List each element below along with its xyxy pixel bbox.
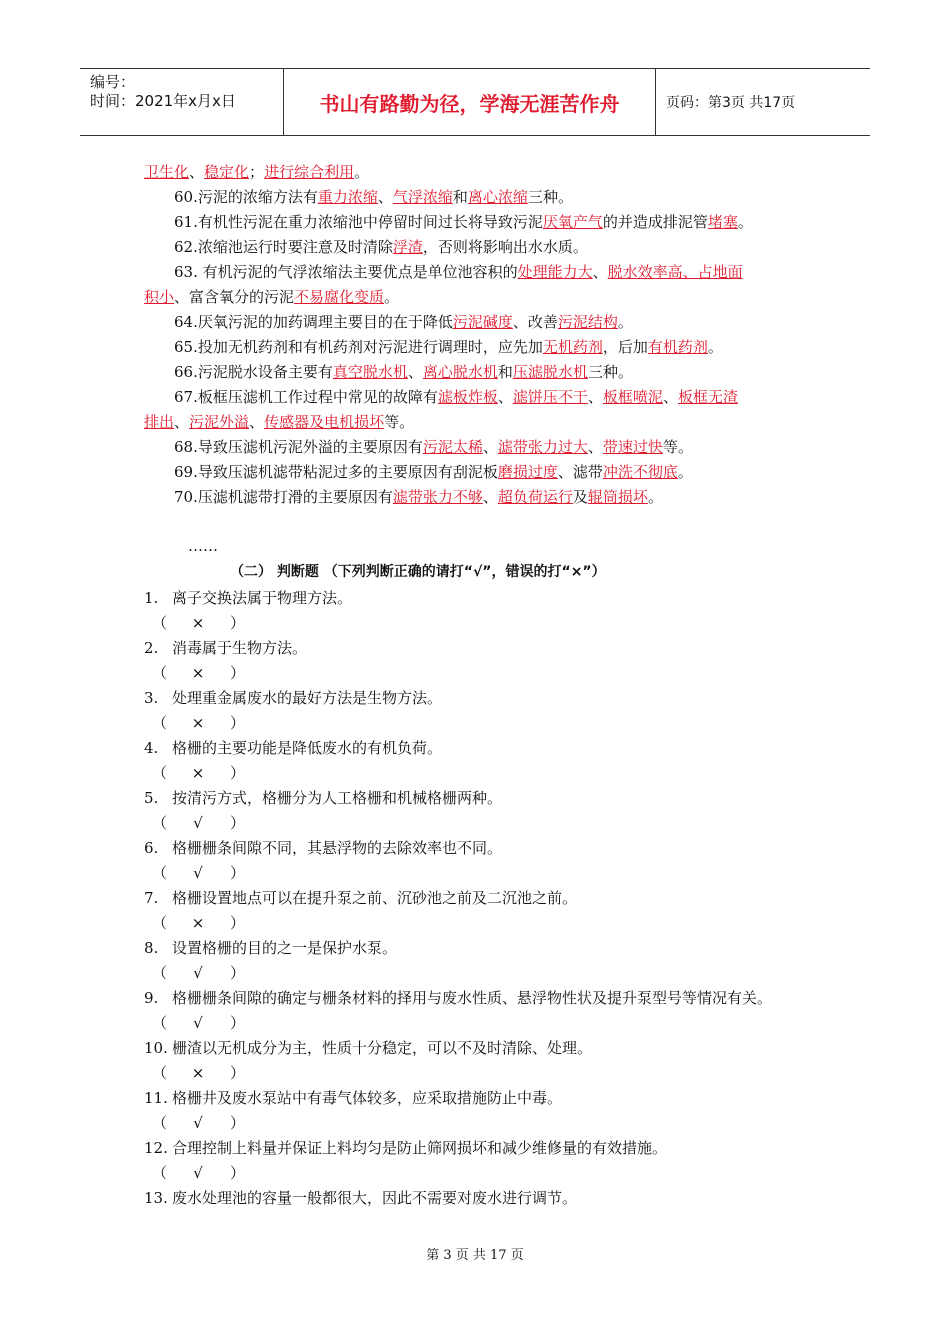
paren-close: ） bbox=[230, 614, 246, 632]
question-text: 、 bbox=[174, 413, 190, 431]
answer-text: 辊筒损坏 bbox=[587, 488, 648, 506]
answer-row bbox=[144, 911, 824, 936]
question-text: 。 bbox=[617, 313, 633, 331]
question-row bbox=[144, 586, 824, 611]
answer-text: 脱水效率高、占地面 bbox=[607, 263, 743, 281]
answer-text: 冲洗不彻底 bbox=[602, 463, 678, 481]
question-row bbox=[144, 1036, 824, 1061]
question-item bbox=[144, 886, 824, 936]
question-item bbox=[144, 1086, 824, 1136]
answer-text: 传感器及电机损坏 bbox=[264, 413, 385, 431]
question-row bbox=[144, 786, 824, 811]
question-number: 1. bbox=[144, 589, 159, 607]
answer-row bbox=[144, 1111, 824, 1136]
paren-open: （ bbox=[152, 714, 168, 732]
answer-row bbox=[144, 861, 824, 886]
answer-text: 稳定化 bbox=[204, 163, 250, 181]
paren-close: ） bbox=[230, 1114, 246, 1132]
question-text: 格栅设置地点可以在提升泵之前、沉砂池之前及二沉池之前。 bbox=[172, 889, 578, 907]
question-text: 68.导致压滤机污泥外溢的主要原因有 bbox=[174, 438, 423, 456]
question-text: 格栅的主要功能是降低废水的有机负荷。 bbox=[172, 739, 443, 757]
answer-row bbox=[144, 761, 824, 786]
answer-text: 重力浓缩 bbox=[317, 188, 378, 206]
answer-text: 带速过快 bbox=[602, 438, 663, 456]
question-number: 3. bbox=[144, 689, 159, 707]
fill-line bbox=[144, 335, 824, 360]
cross-mark: × bbox=[191, 764, 205, 782]
answer-text: 堵塞 bbox=[707, 213, 738, 231]
answer-text: 超负荷运行 bbox=[497, 488, 573, 506]
question-text: 三种。 bbox=[527, 188, 573, 206]
ellipsis: …… bbox=[188, 537, 218, 555]
question-text: 、 bbox=[377, 188, 393, 206]
fill-line bbox=[144, 285, 824, 310]
question-text: 。 bbox=[647, 488, 663, 506]
question-item bbox=[144, 836, 824, 886]
question-text: 、 bbox=[592, 263, 608, 281]
check-mark: √ bbox=[193, 1164, 203, 1182]
question-text: 。 bbox=[354, 163, 370, 181]
answer-row bbox=[144, 661, 824, 686]
question-text: 等。 bbox=[384, 413, 415, 431]
cross-mark: × bbox=[191, 914, 205, 932]
question-number: 4. bbox=[144, 739, 159, 757]
question-text: 62.浓缩池运行时要注意及时清除 bbox=[174, 238, 393, 256]
question-number: 12. bbox=[144, 1139, 168, 1157]
paren-close: ） bbox=[230, 814, 246, 832]
answer-text: 污泥外溢 bbox=[189, 413, 250, 431]
question-text: 按清污方式，格栅分为人工格栅和机械格栅两种。 bbox=[172, 789, 503, 807]
answer-text: 厌氧产气 bbox=[542, 213, 603, 231]
answer-row bbox=[144, 961, 824, 986]
paren-close: ） bbox=[230, 664, 246, 682]
question-text: 格栅栅条间隙不同，其悬浮物的去除效率也不同。 bbox=[172, 839, 503, 857]
page-header bbox=[80, 68, 870, 136]
paren-close: ） bbox=[230, 1014, 246, 1032]
question-text: ，否则将影响出水水质。 bbox=[422, 238, 588, 256]
fill-line bbox=[144, 460, 824, 485]
question-text: 、 bbox=[482, 488, 498, 506]
document-date: 时间：2021年x月x日 bbox=[90, 92, 236, 110]
fill-line bbox=[144, 385, 824, 410]
fill-line bbox=[144, 260, 824, 285]
header-meta bbox=[80, 69, 283, 135]
question-item bbox=[144, 786, 824, 836]
check-mark: √ bbox=[193, 1014, 203, 1032]
document-body bbox=[144, 160, 824, 1211]
paren-open: （ bbox=[152, 864, 168, 882]
cross-mark: × bbox=[191, 664, 205, 682]
answer-text: 有机药剂 bbox=[647, 338, 708, 356]
answer-text: 压滤脱水机 bbox=[512, 363, 588, 381]
question-row bbox=[144, 1086, 824, 1111]
paren-close: ） bbox=[230, 1164, 246, 1182]
question-item bbox=[144, 1036, 824, 1086]
question-text: 和 bbox=[452, 188, 468, 206]
question-text: 、 bbox=[587, 438, 603, 456]
question-text: 70.压滤机滤带打滑的主要原因有 bbox=[174, 488, 393, 506]
question-number: 7. bbox=[144, 889, 159, 907]
header-page-info: 页码：第3页 共17页 bbox=[666, 95, 796, 111]
answer-text: 滤板炸板 bbox=[437, 388, 498, 406]
header-motto-cell bbox=[283, 69, 656, 135]
fill-line bbox=[144, 410, 824, 435]
answer-text: 滤带张力不够 bbox=[392, 488, 483, 506]
page-footer: 第 3 页 共 17 页 bbox=[426, 1248, 524, 1263]
question-row bbox=[144, 1136, 824, 1161]
answer-row bbox=[144, 1161, 824, 1186]
answer-row bbox=[144, 1011, 824, 1036]
question-text: 栅渣以无机成分为主，性质十分稳定，可以不及时清除、处理。 bbox=[172, 1039, 593, 1057]
question-text: ，后加 bbox=[602, 338, 648, 356]
question-text: 合理控制上料量并保证上料均匀是防止筛网损坏和减少维修量的有效措施。 bbox=[172, 1139, 668, 1157]
fill-line bbox=[144, 310, 824, 335]
question-text: 、 bbox=[497, 388, 513, 406]
document-number-label: 编号： bbox=[90, 73, 136, 91]
answer-text: 离心脱水机 bbox=[422, 363, 498, 381]
question-text: 格栅井及废水泵站中有毒气体较多，应采取措施防止中毒。 bbox=[172, 1089, 563, 1107]
question-number: 6. bbox=[144, 839, 159, 857]
question-text: 消毒属于生物方法。 bbox=[172, 639, 308, 657]
answer-row bbox=[144, 811, 824, 836]
paren-close: ） bbox=[230, 1064, 246, 1082]
question-text: 格栅栅条间隙的确定与栅条材料的择用与废水性质、悬浮物性状及提升泵型号等情况有关。 bbox=[172, 989, 773, 1007]
question-text: 设置格栅的目的之一是保护水泵。 bbox=[172, 939, 398, 957]
answer-text: 无机药剂 bbox=[542, 338, 603, 356]
question-text: 、 bbox=[249, 413, 265, 431]
answer-text: 进行综合利用 bbox=[264, 163, 355, 181]
question-row bbox=[144, 986, 824, 1011]
question-text: 61.有机性污泥在重力浓缩池中停留时间过长将导致污泥 bbox=[174, 213, 543, 231]
question-text: 、 bbox=[587, 388, 603, 406]
cross-mark: × bbox=[191, 614, 205, 632]
true-false-questions bbox=[144, 586, 824, 1211]
question-row bbox=[144, 636, 824, 661]
question-text: 67.板框压滤机工作过程中常见的故障有 bbox=[174, 388, 438, 406]
question-text: 60.污泥的浓缩方法有 bbox=[174, 188, 318, 206]
question-text: 离子交换法属于物理方法。 bbox=[172, 589, 353, 607]
question-text: 。 bbox=[677, 463, 693, 481]
question-text: 、 bbox=[662, 388, 678, 406]
paren-open: （ bbox=[152, 614, 168, 632]
answer-text: 污泥太稀 bbox=[422, 438, 483, 456]
question-number: 5. bbox=[144, 789, 159, 807]
question-number: 2. bbox=[144, 639, 159, 657]
question-text: 的并造成排泥管 bbox=[602, 213, 708, 231]
question-row bbox=[144, 936, 824, 961]
fill-line bbox=[144, 235, 824, 260]
question-item bbox=[144, 586, 824, 636]
answer-text: 滤饼压不干 bbox=[512, 388, 588, 406]
question-text: 、富含氧分的污泥 bbox=[174, 288, 295, 306]
question-row bbox=[144, 836, 824, 861]
paren-open: （ bbox=[152, 1064, 168, 1082]
question-item bbox=[144, 686, 824, 736]
check-mark: √ bbox=[193, 964, 203, 982]
answer-text: 不易腐化变质 bbox=[294, 288, 385, 306]
paren-open: （ bbox=[152, 664, 168, 682]
question-text: 、 bbox=[482, 438, 498, 456]
answer-text: 污泥碱度 bbox=[452, 313, 513, 331]
paren-open: （ bbox=[152, 1164, 168, 1182]
paren-open: （ bbox=[152, 764, 168, 782]
question-item bbox=[144, 736, 824, 786]
question-text: 、 bbox=[407, 363, 423, 381]
check-mark: √ bbox=[193, 1114, 203, 1132]
answer-text: 磨损过度 bbox=[497, 463, 558, 481]
question-text: 及 bbox=[572, 488, 588, 506]
question-item bbox=[144, 986, 824, 1036]
answer-text: 卫生化 bbox=[144, 163, 190, 181]
question-text: 66.污泥脱水设备主要有 bbox=[174, 363, 333, 381]
paren-open: （ bbox=[152, 914, 168, 932]
question-row bbox=[144, 886, 824, 911]
question-item bbox=[144, 1186, 824, 1211]
question-item bbox=[144, 636, 824, 686]
section-title-true-false: （二） 判断题 （下列判断正确的请打“√”，错误的打“×”） bbox=[230, 564, 606, 580]
paren-close: ） bbox=[230, 914, 246, 932]
header-motto: 书山有路勤为径，学海无涯苦作舟 bbox=[319, 91, 620, 116]
paren-open: （ bbox=[152, 964, 168, 982]
question-number: 13. bbox=[144, 1189, 168, 1207]
paren-close: ） bbox=[230, 964, 246, 982]
question-text: 69.导致压滤机滤带粘泥过多的主要原因有刮泥板 bbox=[174, 463, 498, 481]
answer-text: 离心浓缩 bbox=[467, 188, 528, 206]
fill-line bbox=[144, 360, 824, 385]
answer-text: 浮渣 bbox=[392, 238, 423, 256]
question-text: 。 bbox=[707, 338, 723, 356]
paren-close: ） bbox=[230, 864, 246, 882]
question-text: 处理重金属废水的最好方法是生物方法。 bbox=[172, 689, 443, 707]
answer-text: 排出 bbox=[144, 413, 175, 431]
fill-line bbox=[144, 160, 824, 185]
question-text: 65.投加无机药剂和有机药剂对污泥进行调理时，应先加 bbox=[174, 338, 543, 356]
answer-row bbox=[144, 611, 824, 636]
paren-close: ） bbox=[230, 714, 246, 732]
question-item bbox=[144, 1136, 824, 1186]
paren-open: （ bbox=[152, 1014, 168, 1032]
answer-text: 处理能力大 bbox=[517, 263, 593, 281]
answer-text: 板框无渣 bbox=[677, 388, 738, 406]
question-text: 64.厌氧污泥的加药调理主要目的在于降低 bbox=[174, 313, 453, 331]
check-mark: √ bbox=[193, 864, 203, 882]
question-row bbox=[144, 1186, 824, 1211]
question-number: 11. bbox=[144, 1089, 168, 1107]
paren-close: ） bbox=[230, 764, 246, 782]
check-mark: √ bbox=[193, 814, 203, 832]
question-number: 10. bbox=[144, 1039, 168, 1057]
answer-row bbox=[144, 711, 824, 736]
question-text: 、 bbox=[189, 163, 205, 181]
fill-in-answers bbox=[144, 160, 824, 510]
answer-text: 滤带张力过大 bbox=[497, 438, 588, 456]
question-number: 8. bbox=[144, 939, 159, 957]
answer-text: 积小 bbox=[144, 288, 175, 306]
cross-mark: × bbox=[191, 714, 205, 732]
cross-mark: × bbox=[191, 1064, 205, 1082]
question-text: 废水处理池的容量一般都很大，因此不需要对废水进行调节。 bbox=[172, 1189, 578, 1207]
question-text: 63. 有机污泥的气浮浓缩法主要优点是单位池容积的 bbox=[174, 263, 518, 281]
paren-open: （ bbox=[152, 814, 168, 832]
question-row bbox=[144, 686, 824, 711]
question-text: 和 bbox=[497, 363, 513, 381]
question-text: 、滤带 bbox=[557, 463, 603, 481]
question-text: 。 bbox=[737, 213, 753, 231]
answer-row bbox=[144, 1061, 824, 1086]
answer-text: 污泥结构 bbox=[557, 313, 618, 331]
question-row bbox=[144, 736, 824, 761]
question-text: 三种。 bbox=[587, 363, 633, 381]
fill-line bbox=[144, 435, 824, 460]
paren-open: （ bbox=[152, 1114, 168, 1132]
fill-line bbox=[144, 185, 824, 210]
fill-line bbox=[144, 210, 824, 235]
answer-text: 板框喷泥 bbox=[602, 388, 663, 406]
answer-text: 真空脱水机 bbox=[332, 363, 408, 381]
question-item bbox=[144, 936, 824, 986]
question-text: 。 bbox=[384, 288, 400, 306]
answer-text: 气浮浓缩 bbox=[392, 188, 453, 206]
question-text: 、改善 bbox=[512, 313, 558, 331]
question-text: 等。 bbox=[662, 438, 693, 456]
question-text: ； bbox=[249, 163, 265, 181]
question-number: 9. bbox=[144, 989, 159, 1007]
fill-line bbox=[144, 485, 824, 510]
